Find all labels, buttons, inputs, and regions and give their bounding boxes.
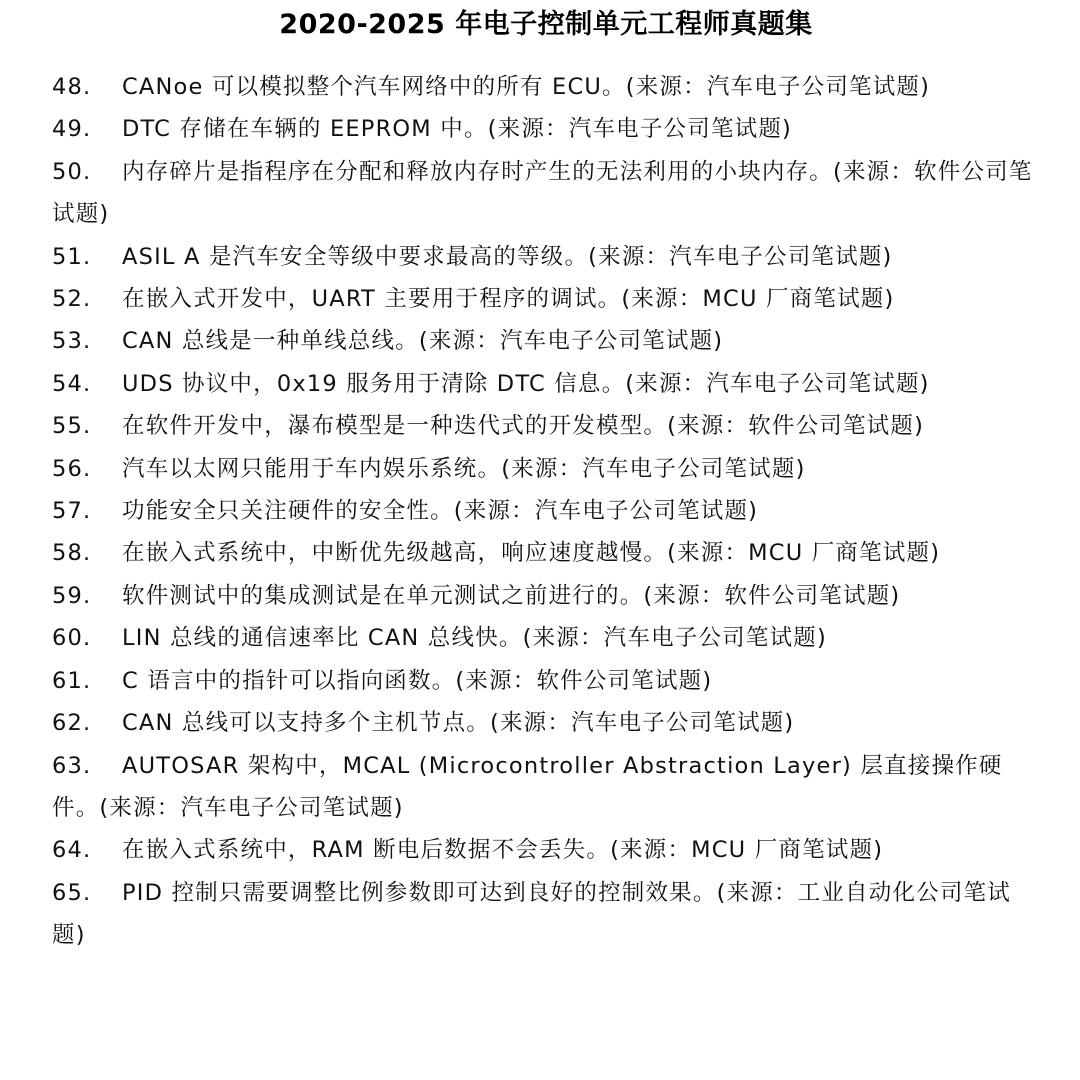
question-number: 63.	[52, 752, 92, 779]
question-65	[52, 872, 1040, 957]
question-text: 在嵌入式开发中，UART 主要用于程序的调试。(来源：MCU 厂商笔试题)	[122, 286, 895, 313]
question-number: 49.	[52, 116, 92, 143]
question-text: 内存碎片是指程序在分配和释放内存时产生的无法利用的小块内存。(来源：软件公司笔试题)	[52, 158, 1033, 228]
question-number: 65.	[52, 879, 92, 906]
question-number: 61.	[52, 667, 92, 694]
question-number: 51.	[52, 243, 92, 270]
question-text: LIN 总线的通信速率比 CAN 总线快。(来源：汽车电子公司笔试题)	[122, 625, 827, 652]
question-number: 53.	[52, 328, 92, 355]
question-62	[52, 702, 1040, 744]
question-56	[52, 448, 1040, 490]
question-number: 64.	[52, 837, 92, 864]
question-50	[52, 151, 1040, 236]
question-list	[52, 66, 1040, 957]
question-number: 55.	[52, 413, 92, 440]
question-text: PID 控制只需要调整比例参数即可达到良好的控制效果。(来源：工业自动化公司笔试题)	[52, 879, 1011, 949]
question-text: 在嵌入式系统中，中断优先级越高，响应速度越慢。(来源：MCU 厂商笔试题)	[122, 540, 941, 567]
question-54	[52, 363, 1040, 405]
question-59	[52, 575, 1040, 617]
question-text: CAN 总线是一种单线总线。(来源：汽车电子公司笔试题)	[122, 328, 724, 355]
question-53	[52, 320, 1040, 362]
question-text: 软件测试中的集成测试是在单元测试之前进行的。(来源：软件公司笔试题)	[122, 582, 901, 609]
question-number: 52.	[52, 286, 92, 313]
question-51	[52, 236, 1040, 278]
question-61	[52, 660, 1040, 702]
question-text: 功能安全只关注硬件的安全性。(来源：汽车电子公司笔试题)	[122, 498, 759, 525]
question-number: 56.	[52, 455, 92, 482]
question-text: 在软件开发中，瀑布模型是一种迭代式的开发模型。(来源：软件公司笔试题)	[122, 413, 925, 440]
question-text: UDS 协议中，0x19 服务用于清除 DTC 信息。(来源：汽车电子公司笔试题)	[122, 370, 930, 397]
question-number: 62.	[52, 710, 92, 737]
question-number: 54.	[52, 370, 92, 397]
question-text: CANoe 可以模拟整个汽车网络中的所有 ECU。(来源：汽车电子公司笔试题)	[122, 74, 931, 100]
question-text: DTC 存储在车辆的 EEPROM 中。(来源：汽车电子公司笔试题)	[122, 116, 793, 143]
question-52	[52, 278, 1040, 320]
document-title: 2020-2025 年电子控制单元工程师真题集	[279, 9, 813, 40]
question-number: 58.	[52, 540, 92, 567]
question-text: ASIL A 是汽车安全等级中要求最高的等级。(来源：汽车电子公司笔试题)	[122, 243, 893, 270]
question-text: AUTOSAR 架构中，MCAL (Microcontroller Abstraction Layer) 层直接操作硬件。(来源：汽车电子公司笔试题)	[52, 752, 1003, 821]
question-58	[52, 532, 1040, 574]
question-text: 在嵌入式系统中，RAM 断电后数据不会丢失。(来源：MCU 厂商笔试题)	[122, 837, 884, 864]
question-number: 50.	[52, 158, 92, 185]
question-49	[52, 108, 1040, 150]
question-text: 汽车以太网只能用于车内娱乐系统。(来源：汽车电子公司笔试题)	[122, 455, 806, 482]
question-number: 57.	[52, 498, 92, 525]
question-48	[52, 66, 1040, 108]
question-57	[52, 490, 1040, 532]
question-55	[52, 405, 1040, 447]
question-64	[52, 829, 1040, 871]
question-text: C 语言中的指针可以指向函数。(来源：软件公司笔试题)	[122, 667, 713, 694]
question-number: 48.	[52, 74, 92, 100]
question-63	[52, 745, 1040, 830]
question-text: CAN 总线可以支持多个主机节点。(来源：汽车电子公司笔试题)	[122, 710, 795, 737]
question-60	[52, 617, 1040, 659]
question-number: 59.	[52, 582, 92, 609]
question-number: 60.	[52, 625, 92, 652]
